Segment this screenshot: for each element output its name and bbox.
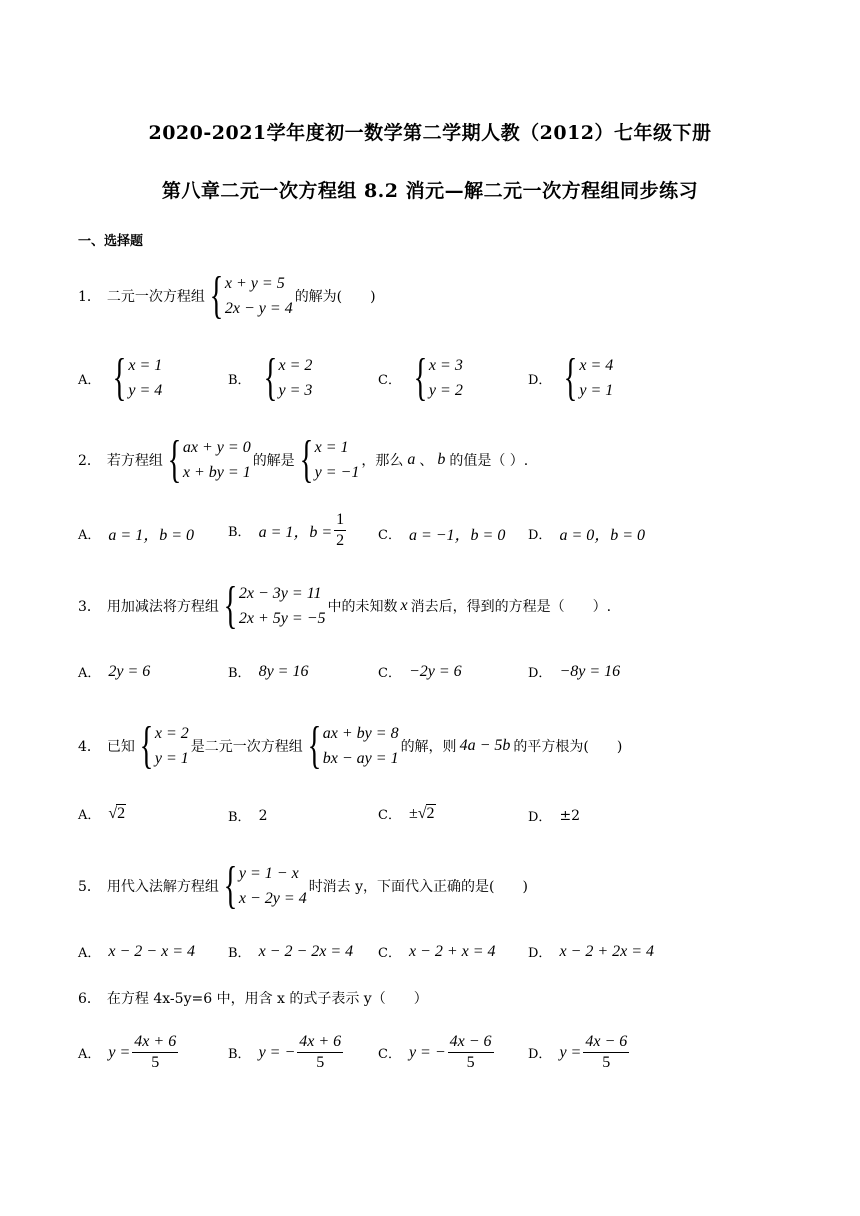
equation: ax + by = 8 [322, 725, 399, 742]
equation: bx − ay = 1 [322, 750, 399, 767]
question-text: 的平方根为( ) [513, 739, 623, 755]
equation-system [165, 431, 251, 488]
denominator: 5 [602, 1054, 611, 1071]
option-label: D． [528, 528, 552, 543]
option-a[interactable] [78, 942, 195, 961]
option-value: 2 [258, 807, 268, 824]
equation-system [305, 717, 399, 774]
brace-icon: { [263, 349, 277, 406]
option-label: B． [228, 666, 251, 681]
option-value: a = 1，b = [258, 524, 333, 541]
brace-icon: { [113, 349, 127, 406]
option-b[interactable] [228, 942, 353, 961]
option-label: D． [528, 946, 552, 961]
option-b[interactable] [228, 662, 308, 681]
equation: x − 2y = 4 [238, 890, 307, 907]
option-c[interactable] [378, 349, 465, 406]
option-prefix: y = − [258, 1043, 296, 1061]
question-number: 4． [78, 739, 101, 755]
equation-system [221, 577, 326, 634]
option-value: a = −1，b = 0 [408, 527, 506, 544]
option-value: 8y = 16 [258, 662, 309, 680]
option-label: A． [78, 808, 101, 823]
option-label: C． [378, 372, 401, 388]
option-label: D． [528, 666, 552, 681]
option-d[interactable] [528, 349, 615, 406]
option-label: D． [528, 372, 552, 388]
sqrt-icon: √ [108, 804, 118, 822]
option-prefix: y = − [408, 1043, 446, 1061]
equation: y = −1 [314, 464, 360, 481]
option-label: A． [78, 372, 101, 388]
option-b[interactable] [228, 510, 348, 551]
option-label: A． [78, 528, 101, 543]
equation: y = 2 [428, 382, 463, 399]
option-c[interactable] [378, 522, 505, 545]
denominator: 5 [151, 1054, 160, 1071]
question-text: 中的未知数 [327, 599, 398, 615]
option-a[interactable] [78, 1032, 180, 1073]
option-c[interactable] [378, 804, 436, 823]
option-value: x − 2 − x = 4 [108, 942, 195, 960]
option-label: C． [378, 528, 401, 543]
equation: y = 4 [128, 382, 163, 399]
option-label: B． [228, 946, 251, 961]
option-d[interactable] [528, 942, 654, 961]
brace-icon: { [209, 267, 224, 324]
question-text: ，那么 [361, 453, 404, 469]
question-text: 消去后，得到的方程是（ ）. [410, 599, 612, 615]
equation: x = 1 [314, 439, 349, 456]
equation: y = 3 [278, 382, 313, 399]
option-value: a = 1，b = 0 [108, 527, 194, 544]
denominator: 5 [316, 1054, 325, 1071]
variable-a: a [407, 451, 416, 468]
option-prefix: y = [559, 1043, 582, 1061]
question-number: 2． [78, 453, 101, 469]
equation: ax + y = 0 [182, 439, 251, 456]
option-value: ±2 [559, 807, 581, 824]
numerator: 4x − 6 [448, 1032, 494, 1053]
option-label: D． [528, 1047, 552, 1062]
expression: 4a − 5b [459, 737, 511, 754]
brace-icon: { [223, 857, 238, 914]
question-text: 已知 [106, 739, 135, 755]
numerator: 4x − 6 [583, 1032, 629, 1053]
brace-icon: { [413, 349, 428, 406]
equation: x + y = 5 [224, 275, 285, 292]
question-1 [78, 267, 376, 324]
question-text: 的解，则 [400, 739, 457, 755]
option-label: A． [78, 946, 101, 961]
equation: x = 2 [278, 357, 313, 374]
solution-system [137, 717, 189, 774]
title-line-1: 2020-2021学年度初一数学第二学期人教（2012）七年级下册 [148, 122, 712, 144]
numerator: 1 [334, 510, 346, 531]
option-label: A． [78, 1047, 101, 1062]
numerator: 4x + 6 [297, 1032, 343, 1053]
option-c[interactable] [378, 942, 496, 961]
option-label: D． [528, 810, 552, 825]
denominator: 2 [336, 532, 345, 549]
option-c[interactable] [378, 662, 462, 681]
equation: 2x − 3y = 11 [238, 585, 322, 602]
fraction [297, 1032, 343, 1073]
question-text: 时消去 y，下面代入正确的是( ) [308, 879, 528, 895]
brace-icon: { [299, 431, 314, 488]
question-text: 用代入法解方程组 [106, 879, 219, 895]
option-label: B． [228, 525, 251, 540]
question-text: 用加减法将方程组 [106, 599, 219, 615]
question-text: 是二元一次方程组 [190, 739, 303, 755]
equation: y = 1 − x [238, 865, 299, 882]
equation: x = 3 [428, 357, 463, 374]
option-value: x − 2 − 2x = 4 [258, 942, 354, 960]
option-b[interactable] [228, 806, 267, 825]
option-label: C． [378, 1047, 401, 1062]
option-label: B． [228, 372, 251, 388]
equation: x = 4 [579, 357, 614, 374]
equation-system [221, 857, 307, 914]
brace-icon: { [139, 717, 154, 774]
equation: y = 1 [154, 750, 189, 767]
equation-system [207, 267, 293, 324]
equation: 2x + 5y = −5 [238, 610, 326, 627]
numerator: 4x + 6 [132, 1032, 178, 1053]
question-3 [78, 577, 612, 634]
title-line-2: 第八章二元一次方程组 8.2 消元—解二元一次方程组同步练习 [161, 180, 699, 202]
variable-b: b [437, 451, 446, 468]
option-b[interactable] [228, 349, 314, 406]
option-a[interactable] [78, 349, 164, 406]
radicand: 2 [426, 805, 435, 822]
option-value: a = 0，b = 0 [559, 527, 646, 544]
fraction [334, 510, 346, 551]
option-label: B． [228, 810, 251, 825]
question-text: 在方程 4x-5y=6 中，用含 x 的式子表示 y（ ） [106, 991, 428, 1007]
fraction [448, 1032, 494, 1073]
square-root [108, 804, 126, 823]
option-d[interactable] [528, 662, 620, 681]
question-2 [78, 431, 529, 488]
brace-icon: { [307, 717, 322, 774]
option-b[interactable] [228, 1032, 345, 1073]
denominator: 5 [466, 1054, 475, 1071]
option-d[interactable] [528, 522, 645, 545]
option-label: C． [378, 946, 401, 961]
fraction [132, 1032, 178, 1073]
option-value: −2y = 6 [408, 662, 462, 680]
solution-system [297, 431, 360, 488]
question-text: 、 [419, 453, 434, 469]
question-text: 的解是 [252, 453, 295, 469]
sqrt-icon: √ [417, 804, 427, 822]
equation: y = 1 [579, 382, 614, 399]
brace-icon: { [223, 577, 238, 634]
fraction [583, 1032, 629, 1073]
equation: x = 1 [128, 357, 163, 374]
question-text: 的值是（ ）. [449, 453, 529, 469]
equation: x + by = 1 [182, 464, 251, 481]
option-value: −8y = 16 [559, 662, 621, 680]
option-value: 2y = 6 [108, 662, 151, 680]
equation: x = 2 [154, 725, 189, 742]
option-value: x − 2 + 2x = 4 [559, 942, 655, 960]
question-text: 二元一次方程组 [106, 289, 205, 305]
equation: 2x − y = 4 [224, 300, 293, 317]
brace-icon: { [167, 431, 182, 488]
option-value: x − 2 + x = 4 [408, 942, 496, 960]
question-4 [78, 717, 623, 774]
square-root [409, 804, 436, 823]
option-prefix: ± [408, 804, 418, 822]
option-prefix: y = [108, 1043, 131, 1061]
question-number: 5． [78, 879, 101, 895]
option-a[interactable] [78, 662, 150, 681]
question-text: 若方程组 [106, 453, 163, 469]
option-label: C． [378, 666, 401, 681]
option-d[interactable] [528, 1032, 631, 1073]
question-5 [78, 857, 528, 914]
question-number: 1． [78, 289, 101, 305]
brace-icon: { [564, 349, 578, 406]
option-d[interactable] [528, 806, 580, 825]
option-label: C． [378, 808, 401, 823]
question-number: 3． [78, 599, 101, 615]
variable-x: x [400, 597, 408, 614]
question-number: 6． [78, 991, 101, 1007]
option-label: A． [78, 666, 101, 681]
radicand: 2 [117, 805, 126, 822]
option-label: B． [228, 1047, 251, 1062]
option-c[interactable] [378, 1032, 496, 1073]
question-text: 的解为( ) [294, 289, 376, 305]
option-a[interactable] [78, 522, 194, 545]
option-a[interactable] [78, 804, 126, 823]
question-6 [78, 988, 428, 1008]
section-heading: 一、选择题 [78, 234, 144, 249]
